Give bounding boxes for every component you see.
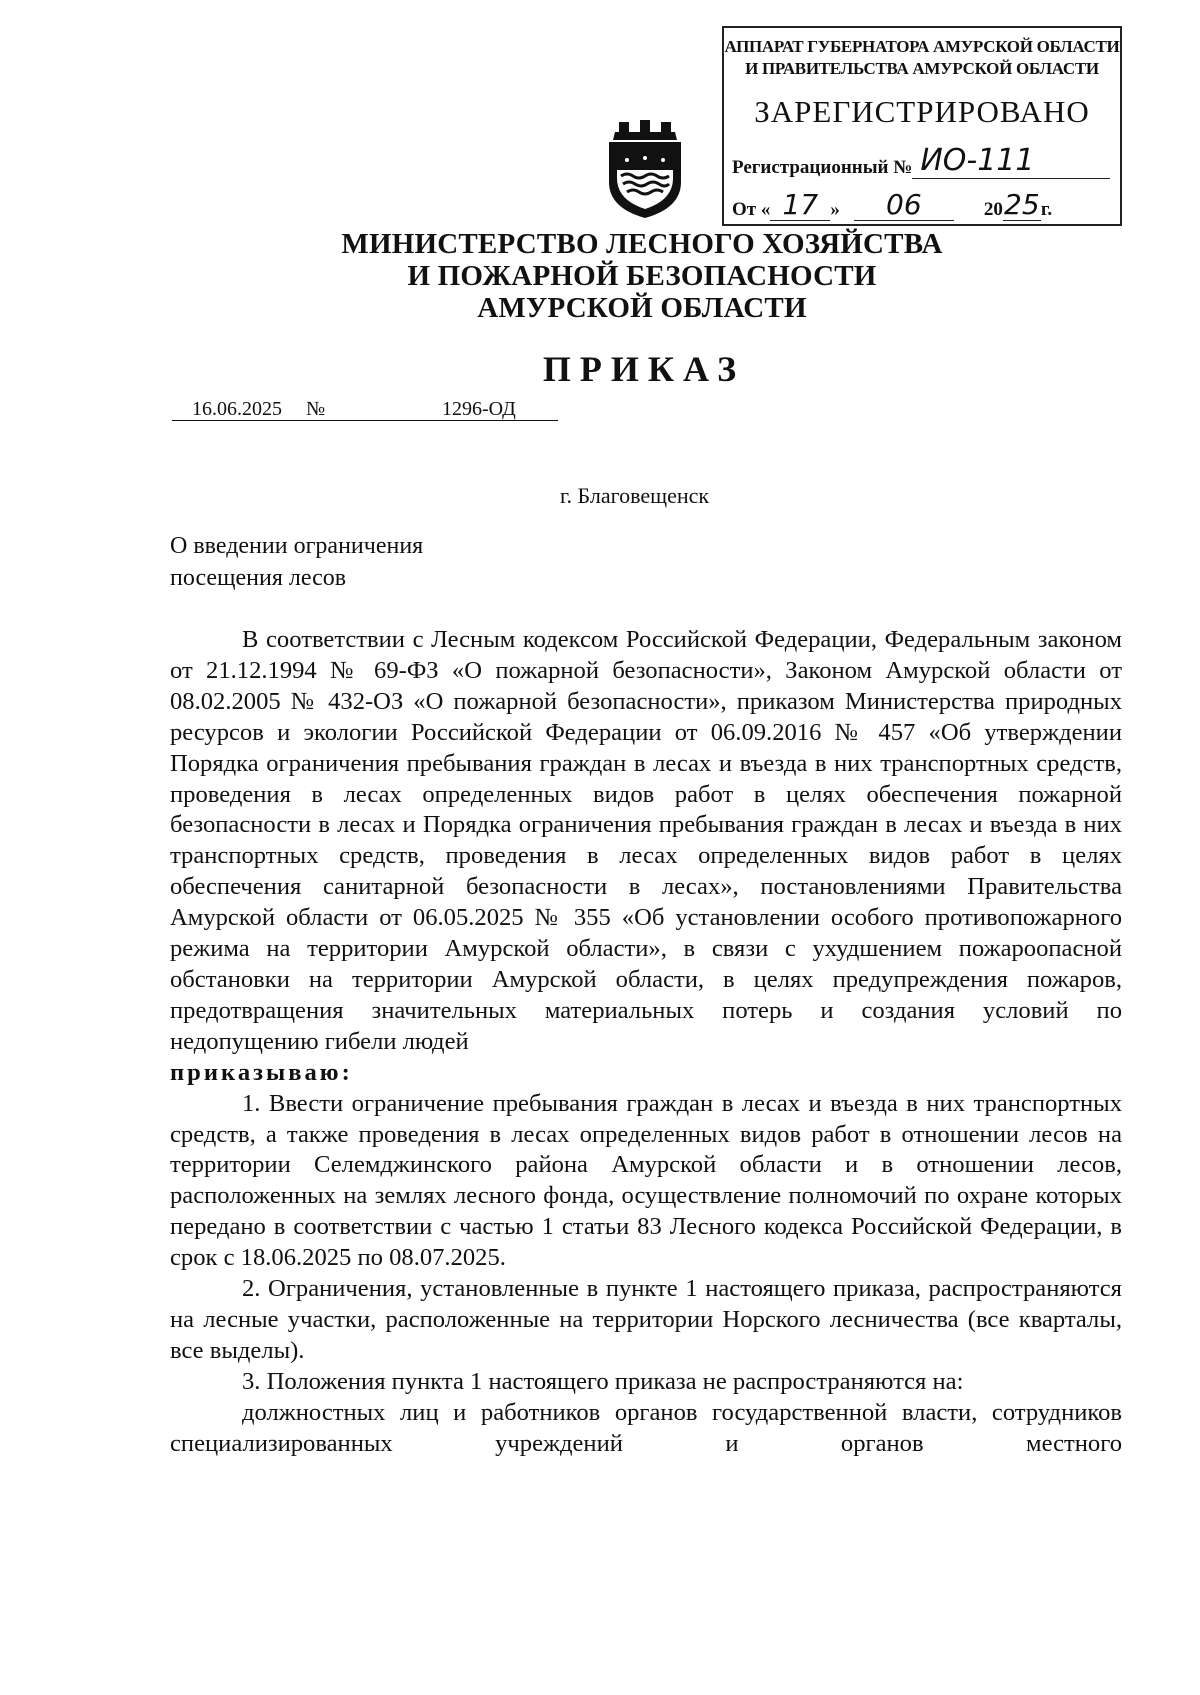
document-type-title: ПРИКАЗ <box>542 349 746 389</box>
registration-stamp <box>722 26 1122 226</box>
subject-line2: посещения лесов <box>170 565 347 591</box>
stamp-registration-row <box>732 144 1110 179</box>
subject-line1: О введении ограничения <box>170 533 424 559</box>
coat-of-arms-icon <box>605 120 685 220</box>
stamp-date-century: 20 <box>983 199 1003 220</box>
stamp-title: ЗАРЕГИСТРИРОВАНО <box>754 94 1090 129</box>
stamp-reg-number: ИО-111 <box>912 144 1110 179</box>
item-1-paragraph: 1. Ввести ограничение пребывания граждан в лесах и въезда в них транспортных средств, а также проведения в лесах определенных видов работ в отношении лесов на территории Селемджинского района Амурской области и в отношении лесов, расположенных на землях лесного фонда, осуществление полномочий по охране которых передано в соответствии с частью 1 статьи 83 Лесного кодекса Российской Федерации, в срок с 18.06.2025 по 08.07.2025. <box>170 1089 1122 1272</box>
item-3-text: должностных лиц и работников органов государственной власти, сотрудников специализированных учреждений и органов местного <box>170 1398 1122 1457</box>
order-date: 16.06.2025 <box>172 398 306 421</box>
item-3-paragraph: 3. Положения пункта 1 настоящего приказа не распространяются на: <box>242 1367 964 1395</box>
item-2-paragraph: 2. Ограничения, установленные в пункте 1 настоящего приказа, распространяются на лесные участки, расположенные на территории Норского лесничества (все кварталы, все выделы). <box>170 1275 1122 1364</box>
stamp-date-day: 17 <box>770 190 830 221</box>
stamp-date-prefix: От « <box>732 199 771 220</box>
city: г. Благовещенск <box>560 483 710 508</box>
stamp-org-line1: АППАРАТ ГУБЕРНАТОРА АМУРСКОЙ ОБЛАСТИ <box>724 37 1120 56</box>
stamp-date-row <box>732 190 1117 221</box>
order-body <box>170 625 1122 1459</box>
decree-word: приказываю: <box>170 1058 353 1086</box>
stamp-date-year: 25 <box>1004 188 1040 221</box>
preamble-paragraph: В соответствии с Лесным кодексом Российской Федерации, Федеральным законом от 21.12.1994 № 69-ФЗ «О пожарной безопасности», Законом Амурской области от 08.02.2005 № 432-ОЗ «О пожарной безопасности», приказом Министерства природных ресурсов и экологии Российской Федерации от 06.09.2016 № 457 «Об утверждении Порядка ограничения пребывания граждан в лесах и въезда в них транспортных средств, проведения в лесах определенных видов работ в целях обеспечения пожарной безопасности в лесах и Порядка ограничения пребывания граждан в лесах и въезда в них транспортных средств, проведения в лесах определенных видов работ в целях обеспечения санитарной безопасности в лесах», постановлениями Правительства Амурской области от 06.05.2025 № 355 «Об установлении особого противопожарного режима на территории Амурской области», в связи с ухудшением пожароопасной обстановки на территории Амурской области, в целях предупреждения пожаров, предотвращения значительных материальных потерь и создания условий по недопущению гибели людей <box>170 626 1122 1055</box>
stamp-date-suffix: г. <box>1040 199 1053 220</box>
stamp-date-month: 06 <box>854 190 954 221</box>
order-date-number <box>172 398 558 421</box>
ministry-name-line1: МИНИСТЕРСТВО ЛЕСНОГО ХОЗЯЙСТВА <box>341 228 943 260</box>
stamp-reg-label: Регистрационный № <box>732 157 913 178</box>
ministry-name-line2: И ПОЖАРНОЙ БЕЗОПАСНОСТИ <box>407 260 877 292</box>
stamp-org-line2: И ПРАВИТЕЛЬСТВА АМУРСКОЙ ОБЛАСТИ <box>745 59 1099 78</box>
order-subject <box>170 530 423 594</box>
ministry-name-line3: АМУРСКОЙ ОБЛАСТИ <box>477 292 807 324</box>
order-number: 1296-ОД <box>332 398 558 421</box>
order-number-label: № <box>306 398 332 421</box>
stamp-date-close: » <box>830 199 840 220</box>
